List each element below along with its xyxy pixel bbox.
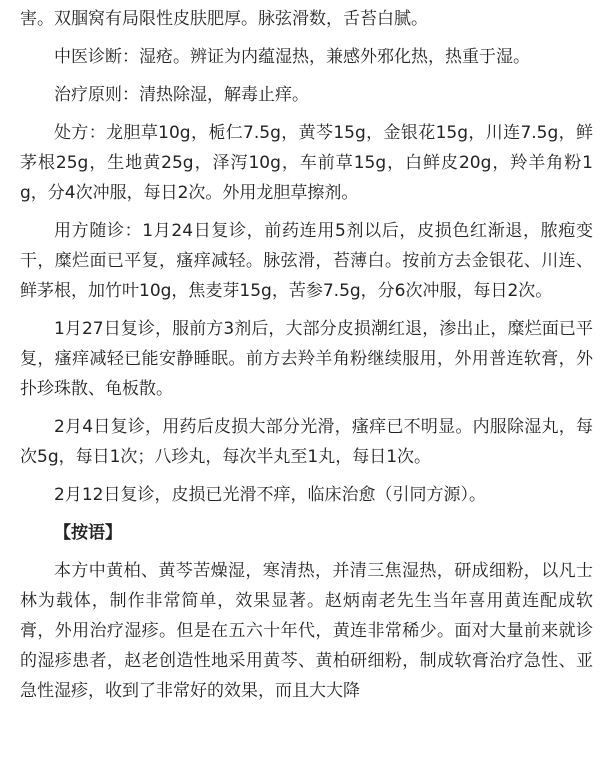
paragraph-followup-feb12: 2月12日复诊，皮损已光滑不痒，临床治愈（引同方源）。	[54, 485, 486, 505]
paragraph-followup-feb4: 2月4日复诊，用药后皮损大部分光滑，瘙痒已不明显。内服除湿丸，每次5g，每日1次；八珍丸，每次半丸至1丸，每日1次。	[20, 417, 593, 467]
paragraph-followup-jan27: 1月27日复诊，服前方3剂后，大部分皮损潮红退，渗出止，糜烂面已平复，瘙痒减轻已能安静睡眠。前方去羚羊角粉继续服用，外用普连软膏，外扑珍珠散、龟板散。	[20, 319, 593, 399]
paragraph-notes: 本方中黄柏、黄芩苦燥湿，寒清热，并清三焦湿热，研成细粉，以凡士林为载体，制作非常简单，效果显著。赵炳南老先生当年喜用黄连配成软膏，外用治疗湿疹。但是在五六十年代，黄连非常稀少。面对大量前来就诊的湿疹患者，赵老创造性地采用黄芩、黄柏研细粉，制成软膏治疗急性、亚急性湿疹，收到了非常好的效果，而且大大降	[20, 561, 593, 701]
paragraph-diagnosis: 中医诊断：湿疮。辨证为内蕴湿热，兼感外邪化热，热重于湿。	[54, 47, 530, 67]
paragraph-followup-jan24: 用方随诊：1月24日复诊，前药连用5剂以后，皮损色红渐退，脓疱变干，糜烂面已平复，瘙痒减轻。脉弦滑，苔薄白。按前方去金银花、川连、鲜茅根，加竹叶10g，焦麦芽15g，苦参7.5g，分6次冲服，每日2次。	[20, 221, 593, 301]
paragraph-symptoms: 害。双腘窝有局限性皮肤肥厚。脉弦滑数，舌苔白腻。	[20, 9, 428, 29]
paragraph-treatment-principle: 治疗原则：清热除湿，解毒止痒。	[54, 85, 309, 105]
paragraph-prescription: 处方：龙胆草10g，栀仁7.5g，黄芩15g，金银花15g，川连7.5g，鲜茅根25g，生地黄25g，泽泻10g，车前草15g，白鲜皮20g，羚羊角粉1g，分4次冲服，每日2次。外用龙胆草擦剂。	[20, 123, 593, 203]
section-heading-notes: 【按语】	[54, 523, 122, 543]
